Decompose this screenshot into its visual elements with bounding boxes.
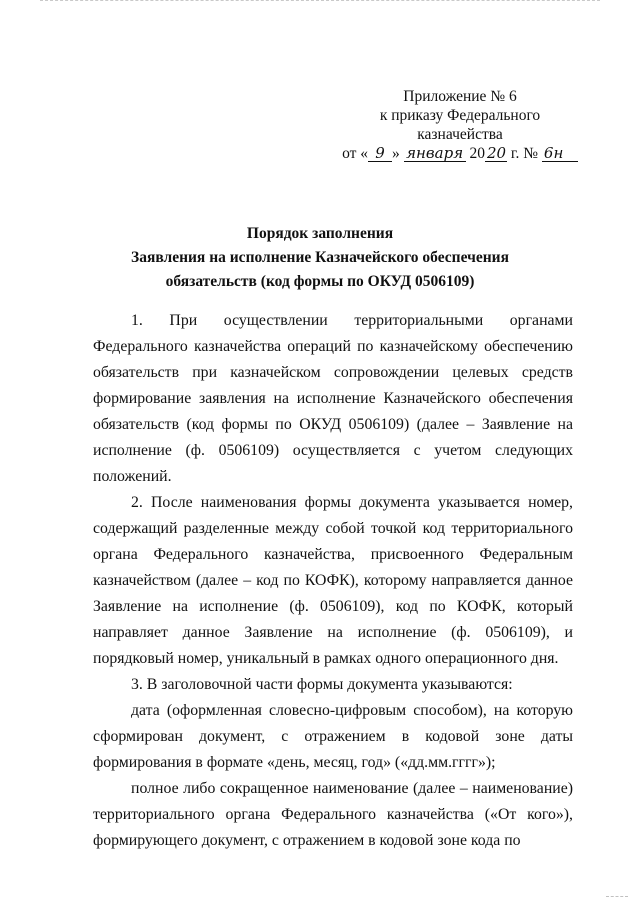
date-mid: » xyxy=(392,145,400,162)
paragraph-5: полное либо сокращенное наименование (далее – наименование) территориального органа Федерального казначейства («От кого»), формирующего документ, с отражением в кодовой зоне кода по xyxy=(93,780,573,849)
date-after-year: г. № xyxy=(510,145,539,162)
paragraph-1: 1. При осуществлении территориальными органами Федерального казначейства операций по казначейскому обеспечению обязательств при казначейском сопровождении целевых средств формирование заявления на исполнение Казначейского обеспечения обязательств (код формы по ОКУД 0506109) (далее – Заявление на исполнение (ф. 0506109) осуществляется с учетом следующих положений. xyxy=(93,312,573,485)
handwritten-year: 20 xyxy=(487,144,507,162)
paragraph-2: 2. После наименования формы документа указывается номер, содержащий разделенные между собой точкой код территориального органа Федерального казначейства, присвоенного Федеральным казначейством (далее – код по КОФК), которому направляется данное Заявление на исполнение (ф. 0506109), код по КОФК, который направляет данное Заявление на исполнение (ф. 0506109), и порядковый номер, уникальный в рамках одного операционного дня. xyxy=(93,494,573,667)
paragraph-4: дата (оформленная словесно-цифровым способом), на которую сформирован документ, с отражением в кодовой зоне даты формирования в формате «день, месяц, год» («дд.мм.гггг»); xyxy=(93,702,573,771)
title-line-3: обязательств (код формы по ОКУД 0506109) xyxy=(165,273,475,290)
handwritten-order-number: 6н xyxy=(542,145,578,162)
scan-corner-mark xyxy=(606,896,628,899)
date-year-prefix: 20 xyxy=(469,145,486,162)
appendix-authority: казначейства xyxy=(417,126,503,143)
handwritten-day: 9 xyxy=(368,145,392,162)
scan-top-edge xyxy=(40,0,600,4)
title-line-2: Заявления на исполнение Казначейского обеспечения xyxy=(131,249,509,266)
date-prefix: от « xyxy=(342,145,369,162)
document-body xyxy=(93,308,573,854)
appendix-number: Приложение № 6 xyxy=(403,88,517,105)
appendix-date-line xyxy=(340,144,580,163)
document-title xyxy=(70,222,570,294)
handwritten-month: января xyxy=(404,145,466,162)
appendix-header xyxy=(340,87,580,163)
title-line-1: Порядок заполнения xyxy=(246,225,394,242)
paragraph-3: 3. В заголовочной части формы документа указываются: xyxy=(131,676,513,693)
appendix-order-ref: к приказу Федерального xyxy=(379,107,541,124)
